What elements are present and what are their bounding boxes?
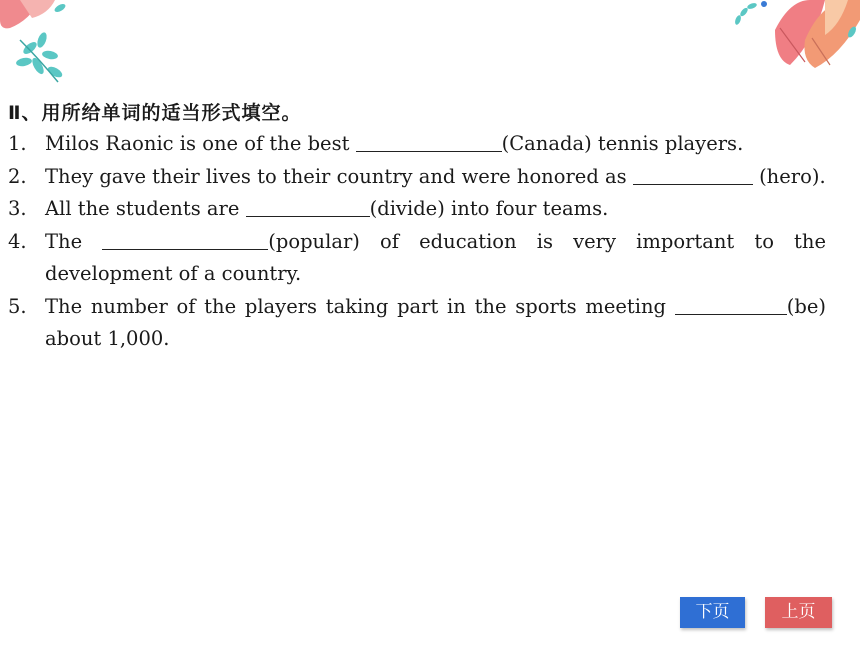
answer-blank[interactable] [356, 131, 502, 152]
word-hint: (Canada) [501, 132, 592, 155]
question-text: tennis players. [591, 132, 744, 155]
question-list [8, 128, 826, 356]
question-text: They gave their lives to their country and were honored as [45, 164, 633, 188]
question-text: into four teams. [444, 197, 609, 220]
question-5 [8, 291, 826, 356]
question-text: of education is very important to the development of a country. [45, 229, 826, 285]
previous-page-button[interactable]: 上页 [765, 597, 832, 628]
exercise-heading: Ⅱ、用所给单词的适当形式填空。 [8, 102, 302, 124]
question-text: The [45, 229, 103, 253]
question-number: 3. [8, 197, 27, 220]
question-2 [8, 161, 826, 194]
leaf-decoration-right [730, 0, 860, 75]
word-hint: (hero) [759, 164, 820, 188]
question-number: 1. [8, 132, 27, 155]
answer-blank[interactable] [633, 164, 753, 185]
question-text: . [819, 164, 826, 188]
word-hint: (popular) [268, 229, 360, 253]
word-hint: (divide) [369, 197, 445, 220]
question-number: 5. [8, 294, 27, 318]
answer-blank[interactable] [675, 294, 787, 315]
question-number: 2. [8, 164, 27, 188]
next-page-button[interactable]: 下页 [680, 597, 745, 628]
question-4 [8, 226, 826, 291]
question-text: All the students are [45, 197, 246, 220]
question-text: about 1,000. [45, 327, 170, 350]
question-text: Milos Raonic is one of the best [45, 132, 356, 155]
question-3 [8, 193, 826, 226]
question-text: The number of the players taking part in the sports meeting [45, 294, 675, 318]
answer-blank[interactable] [246, 196, 370, 217]
question-number: 4. [8, 229, 27, 253]
question-1 [8, 128, 826, 161]
leaf-decoration-left [0, 0, 90, 95]
word-hint: (be) [786, 294, 826, 318]
answer-blank[interactable] [102, 229, 268, 250]
